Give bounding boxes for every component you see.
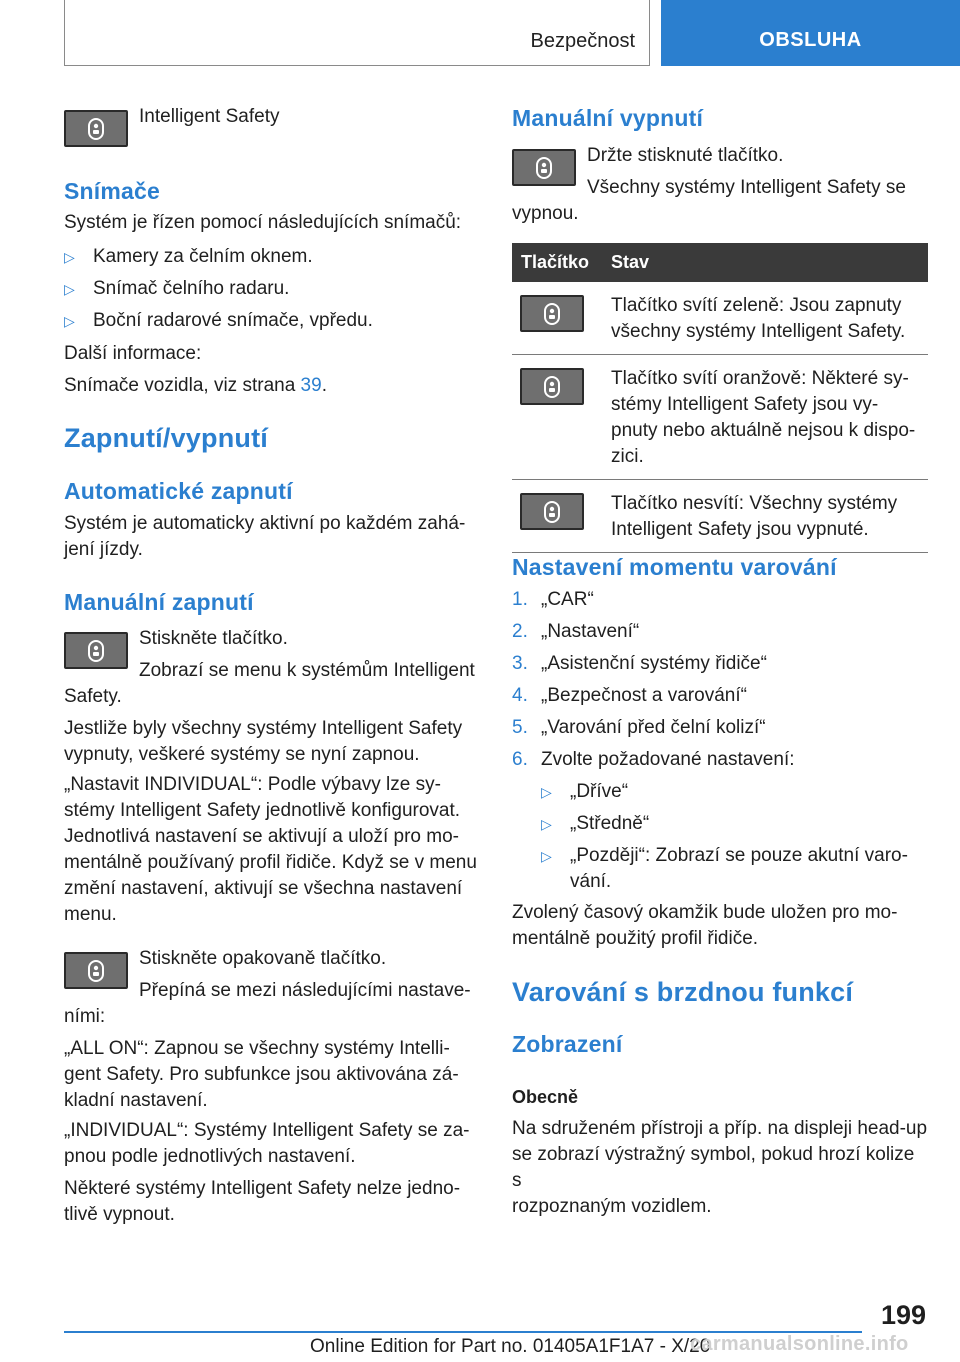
table-header-status: Stav	[603, 243, 928, 282]
intelligent-safety-button-icon	[64, 632, 128, 669]
manual-on-step2: Zobrazí se menu k systémům Intelligent	[139, 660, 475, 681]
list-item: 4. „Bezpečnost a varování“	[512, 685, 747, 706]
manual-on-step1: Stiskněte tlačítko.	[139, 628, 288, 649]
auto-on-heading: Automatické zapnutí	[64, 478, 293, 504]
list-item: ▷ „Později“: Zobrazí se pouze akutní varo- vání.	[541, 845, 908, 892]
manual-on-heading: Manuální zapnutí	[64, 589, 254, 615]
warning-saved-text: Zvolený časový okamžik bude uložen pro mo- mentálně použitý profil řidiče.	[512, 902, 898, 949]
header-chapter-tab: OBSLUHA	[661, 0, 960, 66]
manual-on-para3: „ALL ON“: Zapnou se všechny systémy Intelli- gent Safety. Pro subfunkce jsou aktivována zá- kladní nastavení.	[64, 1038, 459, 1111]
footer-edition-text: Online Edition for Part no. 01405A1F1A7 - X/20	[310, 1336, 711, 1357]
button-status-table	[512, 243, 928, 553]
brake-warning-heading: Varování s brzdnou funkcí	[512, 977, 854, 1007]
manual-on-para4: „INDIVIDUAL“: Systémy Intelligent Safety se za- pnou podle jednotlivých nastavení.	[64, 1120, 470, 1167]
triangle-right-icon: ▷	[64, 281, 75, 297]
manual-on-para2: „Nastavit INDIVIDUAL“: Podle výbavy lze sy- stémy Intelligent Safety jednotlivě konfigurovat. Jednotlivá nastavení se aktivují a uloží pro mo- mentálně používaný profil řidiče. Když se v menu změní nastavení, aktivují se všechna nastavení menu.	[64, 774, 477, 925]
manual-on-step2-cont: Safety.	[64, 686, 122, 707]
general-heading: Obecně	[512, 1087, 579, 1107]
manual-off-step1: Držte stisknuté tlačítko.	[587, 145, 784, 166]
intelligent-safety-button-icon	[520, 295, 584, 332]
page-reference-link[interactable]: 39	[300, 375, 322, 396]
warning-timing-heading: Nastavení momentu varování	[512, 554, 837, 580]
page-number: 199	[880, 1300, 926, 1330]
table-cell-status: Tlačítko svítí zeleně: Jsou zapnuty všechny systémy Intelligent Safety.	[603, 282, 928, 355]
triangle-right-icon: ▷	[541, 816, 552, 832]
intro-label: Intelligent Safety	[139, 106, 280, 127]
intelligent-safety-button-icon	[64, 110, 128, 147]
brake-warning-text: Na sdruženém přístroji a příp. na displeji head-up se zobrazí výstražný symbol, pokud hrozí kolize s rozpoznaným vozidlem.	[512, 1118, 928, 1217]
manual-on-para5: Některé systémy Intelligent Safety nelze jedno- tlivě vypnout.	[64, 1178, 461, 1225]
intelligent-safety-button-icon	[520, 493, 584, 530]
intelligent-safety-button-icon	[64, 952, 128, 989]
warning-steps-list	[512, 587, 928, 773]
sensors-list	[64, 244, 478, 334]
list-item: 1. „CAR“	[512, 589, 594, 610]
list-item: ▷ Boční radarové snímače, vpředu.	[64, 308, 478, 334]
header-section-title: Bezpečnost	[530, 30, 635, 52]
list-item: ▷ Snímač čelního radaru.	[64, 276, 478, 302]
intelligent-safety-button-icon	[520, 368, 584, 405]
triangle-right-icon: ▷	[541, 848, 552, 864]
triangle-right-icon: ▷	[541, 784, 552, 800]
table-row	[512, 355, 928, 480]
triangle-right-icon: ▷	[64, 313, 75, 329]
sensors-reference: Snímače vozidla, viz strana 39.	[64, 375, 327, 396]
watermark: carmanualsonline.info	[690, 1333, 909, 1355]
table-row	[512, 480, 928, 553]
table-header-row	[512, 243, 928, 282]
list-item: 6. Zvolte požadované nastavení:	[512, 749, 795, 770]
list-item: ▷ „Dříve“	[541, 779, 928, 805]
on-off-heading: Zapnutí/vypnutí	[64, 423, 268, 453]
table-cell-status: Tlačítko svítí oranžově: Některé sy- stémy Intelligent Safety jsou vy- pnuty nebo aktuálně nejsou k dispo- zici.	[603, 355, 928, 480]
warning-options-list	[541, 779, 928, 895]
auto-on-text: Systém je automaticky aktivní po každém zahá- jení jízdy.	[64, 513, 466, 560]
manual-on-para1: Jestliže byly všechny systémy Intelligent Safety vypnuty, veškeré systémy se nyní zapnou.	[64, 718, 463, 765]
sensors-heading: Snímače	[64, 178, 161, 204]
triangle-right-icon: ▷	[64, 249, 75, 265]
table-cell-status: Tlačítko nesvítí: Všechny systémy Intelligent Safety jsou vypnuté.	[603, 480, 928, 553]
table-row	[512, 282, 928, 355]
table-header-button: Tlačítko	[512, 243, 603, 282]
header-frame	[64, 0, 650, 66]
display-heading: Zobrazení	[512, 1031, 623, 1057]
list-item: 2. „Nastavení“	[512, 621, 640, 642]
manual-on-step3: Stiskněte opakovaně tlačítko.	[139, 948, 387, 969]
list-item: ▷ „Středně“	[541, 811, 928, 837]
manual-on-step4-cont: ními:	[64, 1006, 106, 1027]
list-item: 5. „Varování před čelní kolizí“	[512, 717, 766, 738]
intelligent-safety-button-icon	[512, 149, 576, 186]
more-info-label: Další informace:	[64, 343, 202, 364]
list-item: 3. „Asistenční systémy řidiče“	[512, 653, 767, 674]
sensors-text: Systém je řízen pomocí následujících snímačů:	[64, 212, 462, 233]
manual-off-step2-cont: vypnou.	[512, 203, 579, 224]
manual-off-heading: Manuální vypnutí	[512, 105, 704, 131]
list-item: ▷ Kamery za čelním oknem.	[64, 244, 478, 270]
manual-off-step2: Všechny systémy Intelligent Safety se	[587, 177, 906, 198]
manual-on-step4: Přepíná se mezi následujícími nastave-	[139, 980, 471, 1001]
